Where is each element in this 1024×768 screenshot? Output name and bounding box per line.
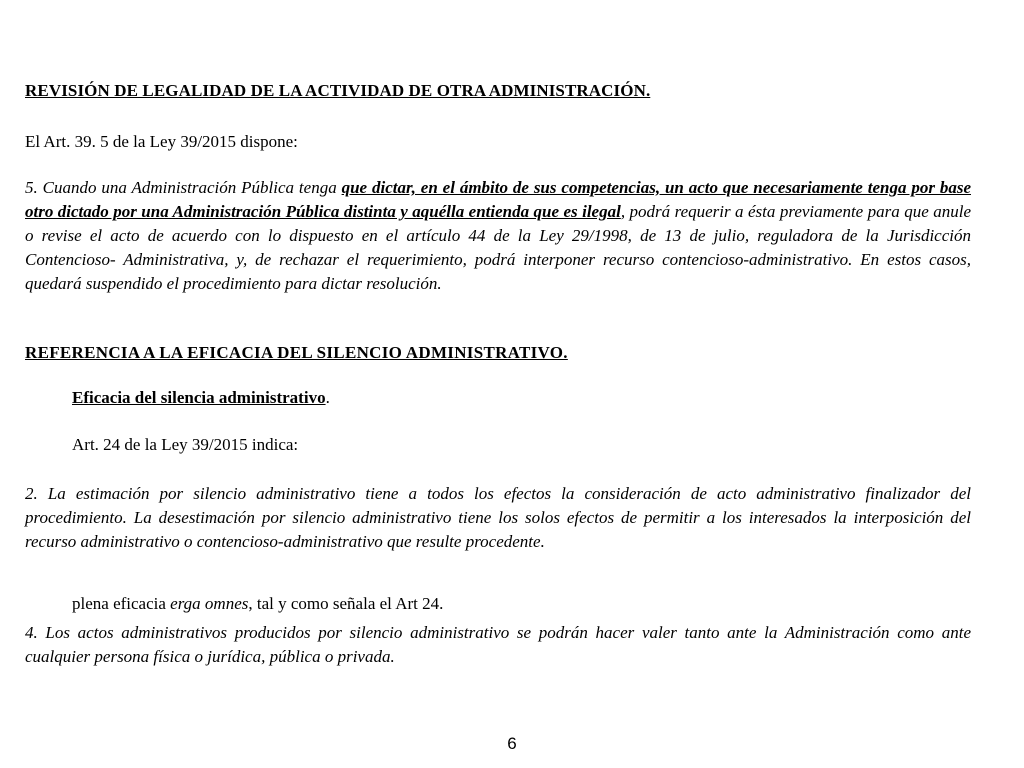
intro-art-24: Art. 24 de la Ley 39/2015 indica: — [72, 435, 299, 454]
heading-revision-legalidad: REVISIÓN DE LEGALIDAD DE LA ACTIVIDAD DE OTRA ADMINISTRACIÓN. — [25, 81, 651, 100]
page-number: 6 — [507, 734, 517, 753]
subheading-title: Eficacia del silencia administrativo — [72, 388, 326, 407]
intro-art-39: El Art. 39. 5 de la Ley 39/2015 dispone: — [25, 132, 298, 151]
plena-italic: erga omnes — [170, 594, 249, 613]
quote1-prefix: 5. Cuando una Administración Pública tenga — [25, 178, 342, 197]
quote-art-24-4: 4. Los actos administrativos producidos por silencio administrativo se podrán hacer valer tanto ante la Administración como ante cualquier persona física o jurídica, pública o privada. — [25, 623, 971, 666]
heading-eficacia-silencio: REFERENCIA A LA EFICACIA DEL SILENCIO ADMINISTRATIVO. — [25, 343, 568, 362]
quote1-suffix: , podrá requerir a ésta previamente para que anule o revise el acto de acuerdo con lo dispuesto en el artículo 44 de la Ley 29/1998, de 13 de julio, reguladora de la Jurisdicción Contencioso- Administrativa, y, de rechazar el requerimiento, podrá interponer recurso contencioso-administrativo. En estos casos, quedará suspendido el procedimiento para dictar resolución. — [25, 202, 971, 293]
plena-after: , tal y como señala el Art 24. — [248, 594, 444, 613]
subheading-eficacia — [72, 387, 972, 409]
subheading-end: . — [325, 388, 330, 407]
quote1-emphasis: que dictar, en el ámbito de sus competencias, un acto que necesariamente tenga por base otro dictado por una Administración Pública distinta y aquélla entienda que es ilegal — [25, 178, 971, 221]
quote-art-39-5 — [25, 176, 971, 296]
plena-eficacia-line — [72, 593, 972, 615]
plena-before: plena eficacia — [72, 594, 171, 613]
quote-art-24-2: 2. La estimación por silencio administrativo tiene a todos los efectos la consideración de acto administrativo finalizador del procedimiento. La desestimación por silencio administrativo tiene los solos efectos de permitir a los interesados la interposición del recurso administrativo o contencioso-administrativo que resulte procedente. — [25, 484, 971, 551]
